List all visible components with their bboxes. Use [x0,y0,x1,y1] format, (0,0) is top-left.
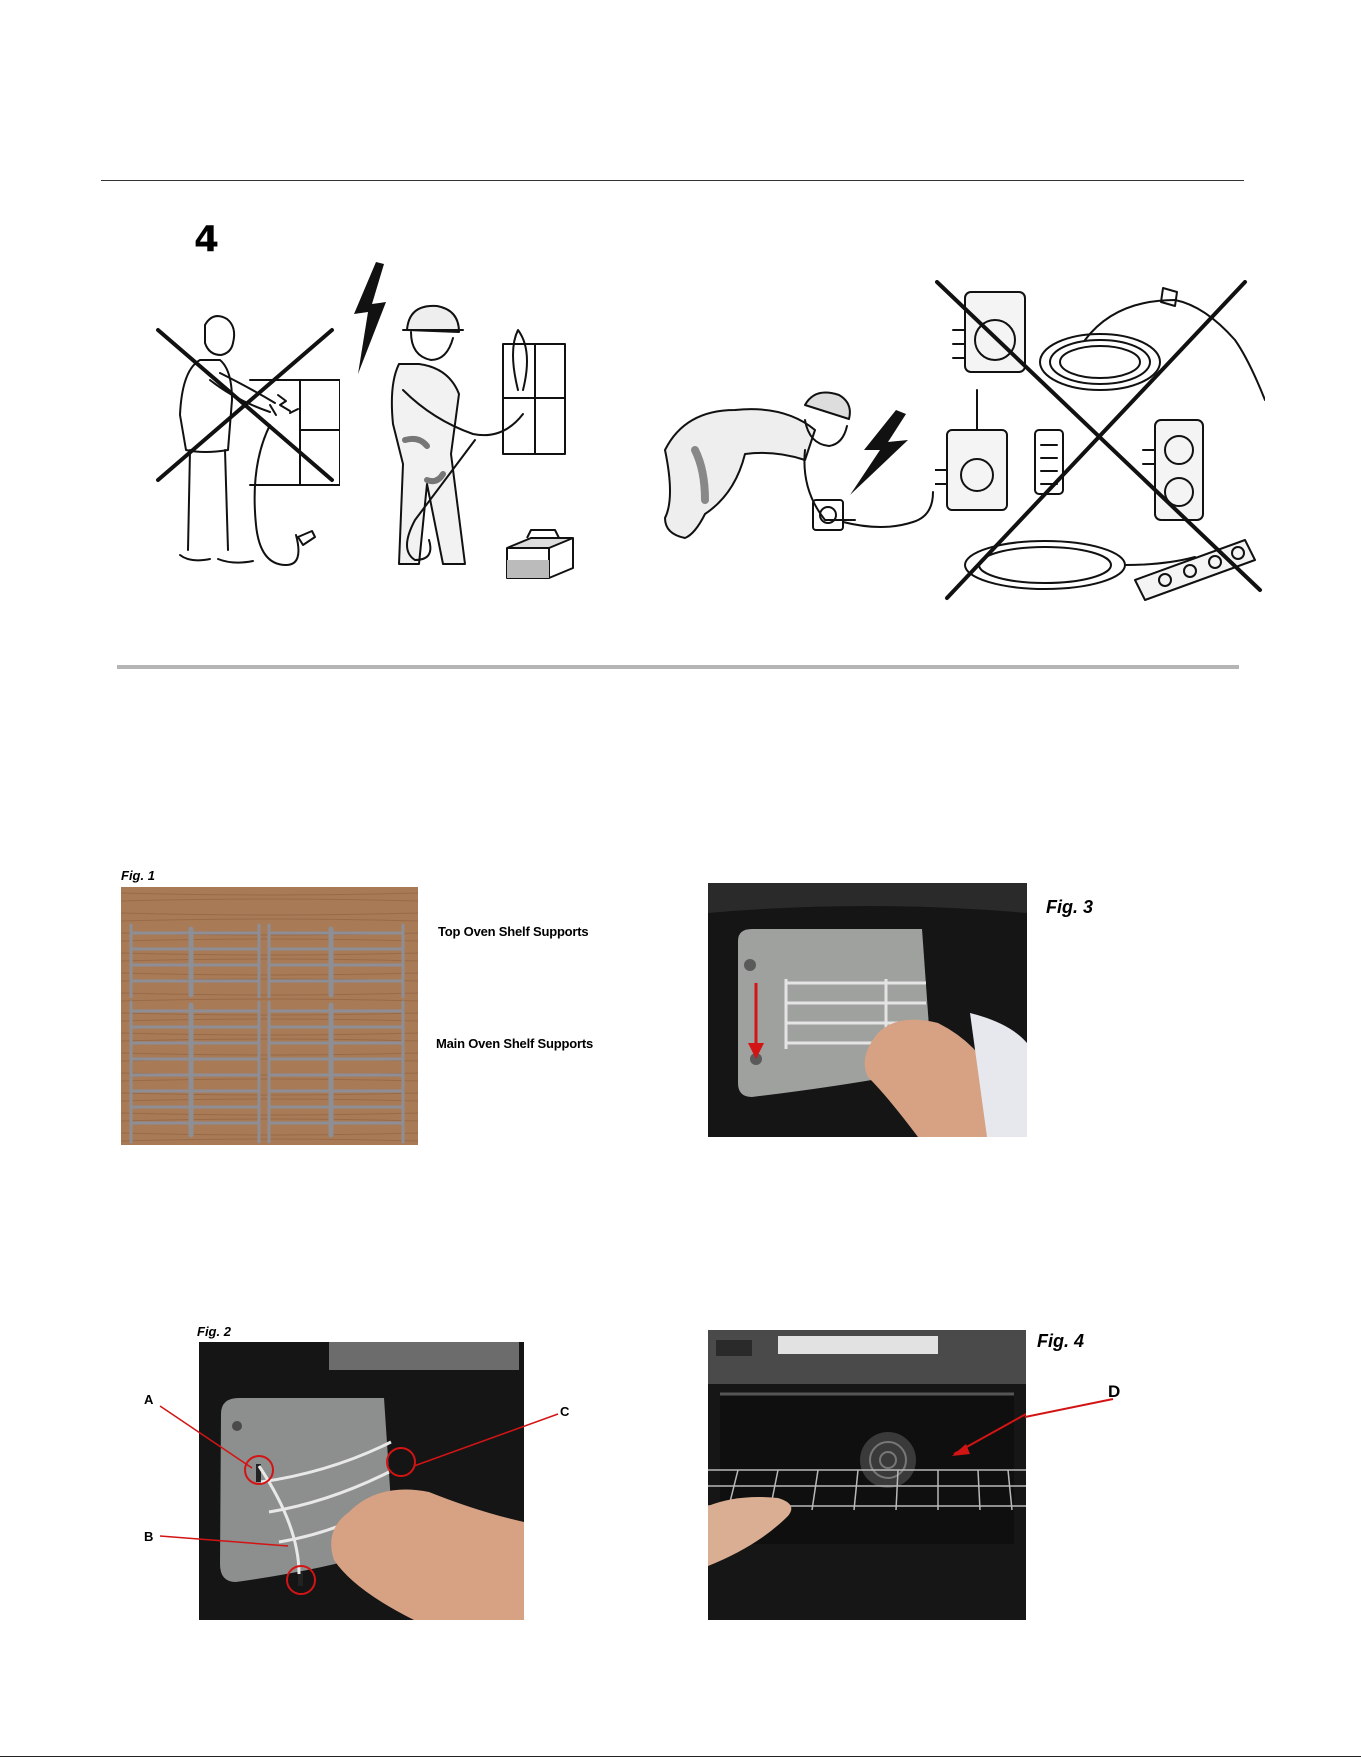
callout-b: B [144,1529,154,1544]
bottom-rule [0,1756,1361,1757]
top-rule [101,180,1244,181]
fig2-callout-lines [152,1400,572,1560]
fig4-shelf-in-oven-photo [708,1330,1026,1620]
section-separator [117,665,1239,669]
lightning-bolt-icon [850,410,910,495]
crossed-out-adapters-extensions-icon [935,280,1265,610]
fig3-fitting-support-photo [708,883,1027,1137]
fig2-label: Fig. 2 [197,1324,231,1339]
callout-a: A [144,1392,154,1407]
callout-c: C [560,1404,570,1419]
fig1-shelf-supports-photo [121,887,418,1145]
lightning-bolt-icon [350,262,390,374]
fig4-callout-line [1025,1397,1115,1419]
crossed-out-diy-electrician-icon [150,305,340,583]
caption-main-oven-shelf-supports: Main Oven Shelf Supports [436,1036,593,1051]
callout-d: D [1108,1382,1121,1401]
step-number: 4 [194,219,220,260]
toolbox-icon [505,528,575,580]
caption-top-oven-shelf-supports: Top Oven Shelf Supports [438,924,589,939]
fig3-label: Fig. 3 [1046,897,1094,917]
fig4-label: Fig. 4 [1037,1331,1085,1351]
fig1-label: Fig. 1 [121,868,155,883]
